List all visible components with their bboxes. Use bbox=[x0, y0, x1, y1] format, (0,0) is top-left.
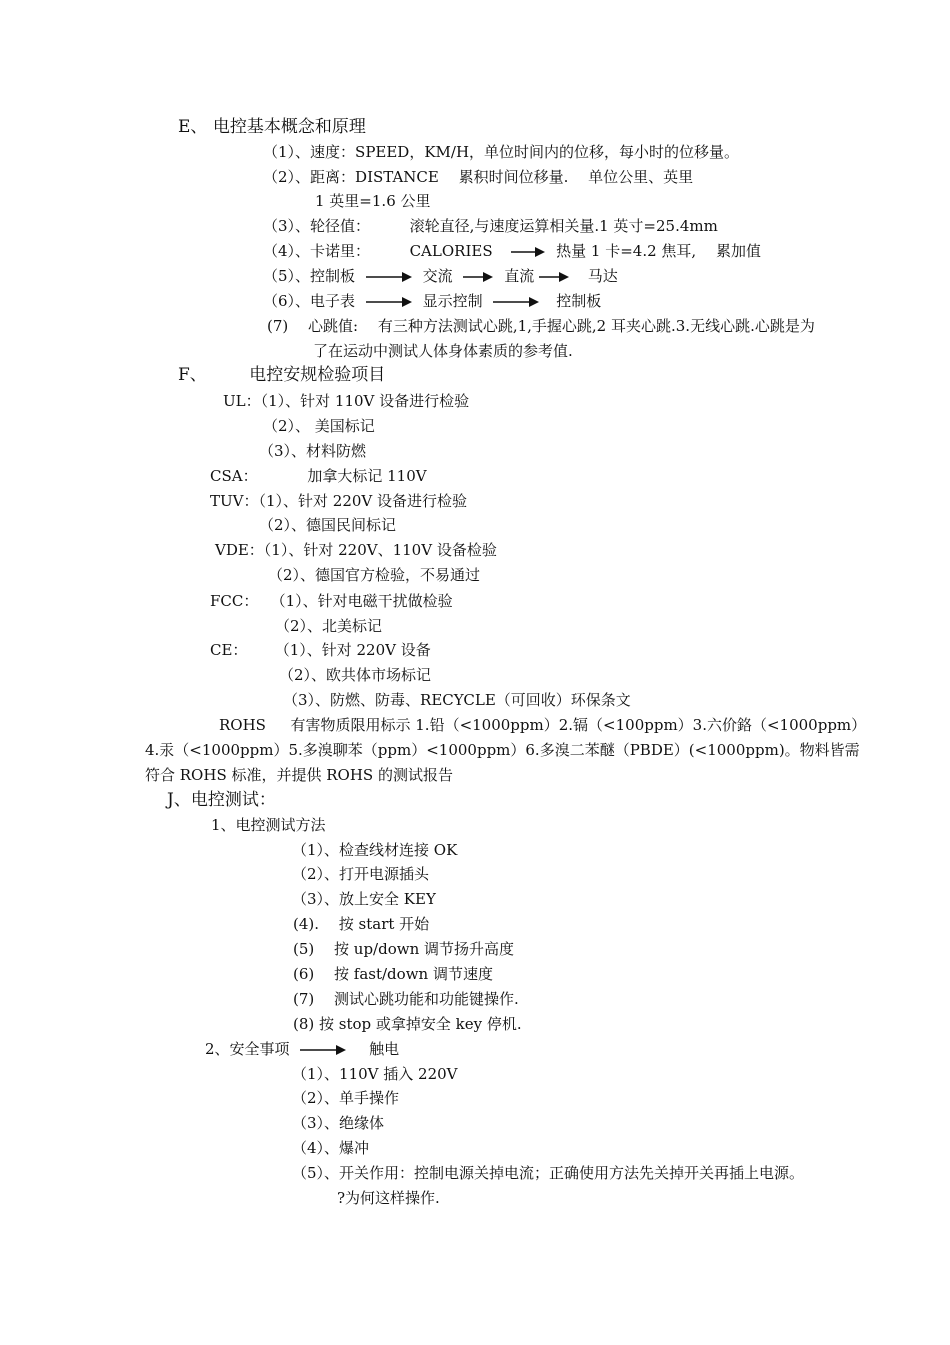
test-step: （3）、放上安全 KEY bbox=[292, 890, 436, 908]
rohs-line-3: 符合 ROHS 标准，并提供 ROHS 的测试报告 bbox=[145, 766, 453, 784]
ce-line-3: （3）、防燃、防毒、RECYCLE（可回收）环保条文 bbox=[283, 691, 631, 709]
mile-line: 1 英里=1.6 公里 bbox=[315, 192, 431, 210]
calories-label: （4）、卡诺里： CALORIES bbox=[263, 242, 493, 260]
control-line bbox=[263, 266, 618, 286]
test-step: (5) 按 up/down 调节扬升高度 bbox=[293, 940, 515, 958]
ul-line-1: UL：（1）、针对 110V 设备进行检验 bbox=[223, 392, 470, 410]
rohs-line-2: 4.汞（<1000ppm）5.多溴聊苯（ppm）<1000ppm）6.多溴二苯醚（PBDE）(<1000ppm)。物料皆需 bbox=[145, 741, 860, 759]
vde-line-1: VDE：（1）、针对 220V、110V 设备检验 bbox=[215, 541, 497, 559]
ce-line-1: CE： （1）、针对 220V 设备 bbox=[210, 641, 431, 659]
arrow-right-icon bbox=[366, 272, 412, 282]
control-d: 马达 bbox=[587, 267, 618, 285]
calories-rest: 热量 1 卡=4.2 焦耳, 累加值 bbox=[556, 242, 761, 260]
meter-a: （6）、电子表 bbox=[263, 292, 356, 310]
safety-item: （2）、单手操作 bbox=[292, 1089, 400, 1107]
section-j-heading: J、电控测试： bbox=[167, 790, 276, 810]
test-step: （1）、检查线材连接 OK bbox=[292, 841, 458, 859]
arrow-right-icon bbox=[366, 297, 412, 307]
arrow-right-icon bbox=[300, 1045, 346, 1055]
safety-note: ?为何这样操作. bbox=[337, 1189, 440, 1207]
test-step: (7) 测试心跳功能和功能键操作. bbox=[293, 990, 519, 1008]
safety-item: （3）、绝缘体 bbox=[292, 1114, 385, 1132]
arrow-right-icon bbox=[463, 272, 493, 282]
test-step: (6) 按 fast/down 调节速度 bbox=[293, 965, 493, 983]
meter-line bbox=[263, 291, 601, 311]
tuv-line-2: （2）、德国民间标记 bbox=[259, 516, 397, 534]
vde-line-2: （2）、德国官方检验，不易通过 bbox=[268, 566, 481, 584]
arrow-right-icon bbox=[511, 247, 545, 257]
heartbeat-line: (7) 心跳值: 有三种方法测试心跳,1,手握心跳,2 耳夹心跳.3.无线心跳.心跳是为 bbox=[267, 317, 815, 335]
rohs-line-1: ROHS 有害物质限用标示 1.铅（<1000ppm）2.镉（<100ppm）3.六价鉻（<1000ppm） bbox=[219, 716, 867, 734]
safety-target: 触电 bbox=[369, 1040, 400, 1058]
meter-c: 控制板 bbox=[556, 292, 602, 310]
calories-line bbox=[263, 241, 761, 261]
heartbeat-line-2: 了在运动中测试人体身体素质的参考值. bbox=[313, 342, 573, 360]
section-e-heading: E、 电控基本概念和原理 bbox=[178, 117, 366, 137]
fcc-line-1: FCC： （1）、针对电磁干扰做检验 bbox=[210, 592, 453, 610]
ce-line-2: （2）、欧共体市场标记 bbox=[279, 666, 432, 684]
safety-item: （1）、110V 插入 220V bbox=[292, 1065, 458, 1083]
wheel-line: （3）、轮径值： 滚轮直径,与速度运算相关量.1 英寸=25.4mm bbox=[263, 217, 718, 235]
meter-b: 显示控制 bbox=[422, 292, 483, 310]
control-a: （5）、控制板 bbox=[263, 267, 356, 285]
test-step: (8) 按 stop 或拿掉安全 key 停机. bbox=[293, 1015, 522, 1033]
csa-line: CSA： 加拿大标记 110V bbox=[210, 467, 427, 485]
method-title: 1、电控测试方法 bbox=[211, 816, 326, 834]
control-b: 交流 bbox=[422, 267, 453, 285]
arrow-right-icon bbox=[539, 272, 569, 282]
safety-item: （4）、爆冲 bbox=[292, 1139, 370, 1157]
test-step: （2）、打开电源插头 bbox=[292, 865, 430, 883]
control-c: 直流 bbox=[504, 267, 535, 285]
arrow-right-icon bbox=[493, 297, 539, 307]
safety-line bbox=[205, 1039, 399, 1059]
speed-line: （1）、速度：SPEED，KM/H，单位时间内的位移，每小时的位移量。 bbox=[263, 143, 740, 161]
safety-label: 2、安全事项 bbox=[205, 1040, 290, 1058]
test-step: (4). 按 start 开始 bbox=[293, 915, 430, 933]
fcc-line-2: （2）、北美标记 bbox=[275, 617, 383, 635]
ul-line-2: （2）、 美国标记 bbox=[263, 417, 375, 435]
tuv-line-1: TUV：（1）、针对 220V 设备进行检验 bbox=[210, 492, 468, 510]
section-f-heading: F、 电控安规检验项目 bbox=[178, 365, 386, 385]
ul-line-3: （3）、材料防燃 bbox=[259, 442, 367, 460]
safety-item: （5）、开关作用：控制电源关掉电流；正确使用方法先关掉开关再插上电源。 bbox=[292, 1164, 805, 1182]
distance-line: （2）、距离：DISTANCE 累积时间位移量. 单位公里、英里 bbox=[263, 168, 694, 186]
